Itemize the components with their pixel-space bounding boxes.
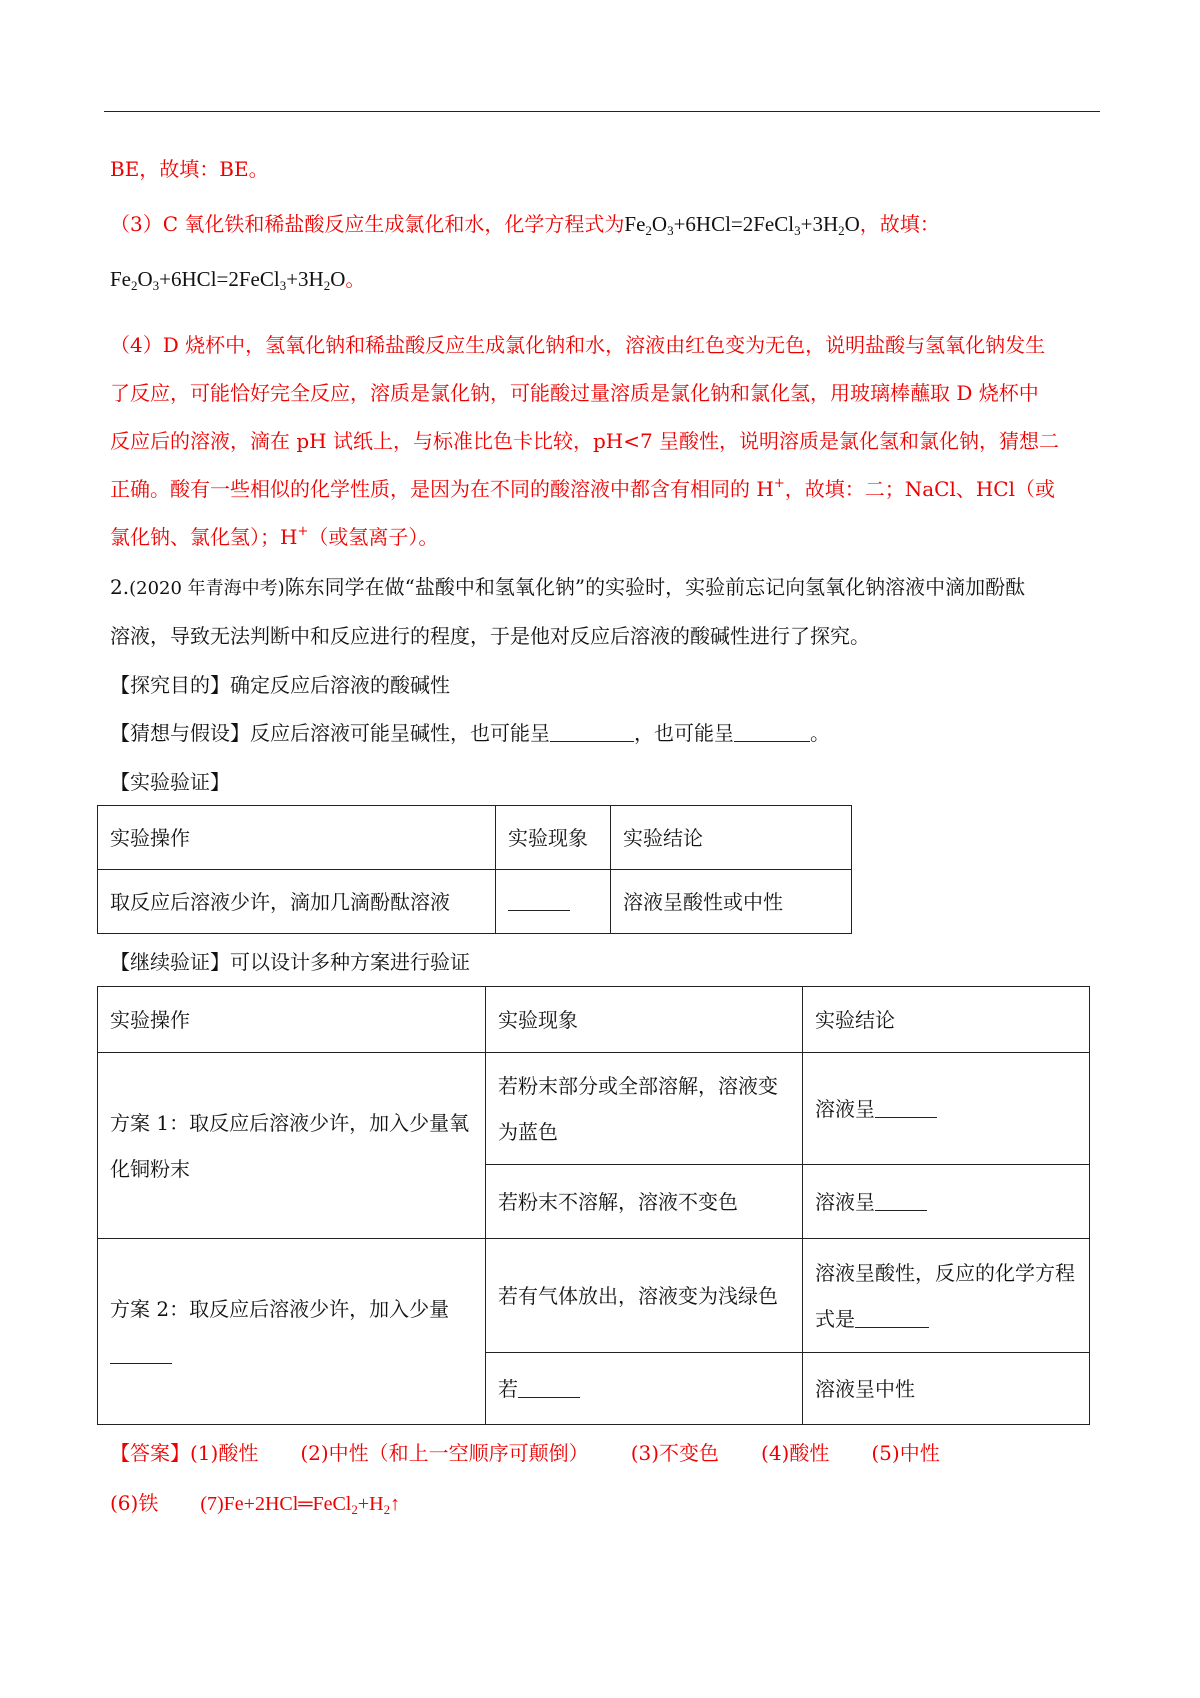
table-header-cell: 实验现象 <box>496 806 611 870</box>
question-text: 陈东同学在做“盐酸中和氢氧化钠”的实验时，实验前忘记向氢氧化钠溶液中滴加酚酞 <box>284 575 1026 599</box>
plan-1-cell: 方案 1：取反应后溶液少许，加入少量氧化铜粉末 <box>98 1053 486 1239</box>
blank-6[interactable] <box>110 1341 172 1364</box>
answer-prev-line-4: （4）D 烧杯中，氢氧化钠和稀盐酸反应生成氯化钠和水，溶液由红色变为无色，说明盐酸与氢氧化钠发生 <box>110 333 1046 357</box>
blank-2[interactable] <box>734 719 810 742</box>
header-rule <box>104 111 1100 112</box>
answer-line-2: (6)铁 $(7)Fe+2HCl═FeCl_2+H_2↑$ <box>110 1491 401 1517</box>
answer-prev-line-8: 氯化钠、氯化氢）；H+（或氢离子）。 <box>110 524 439 549</box>
answer-prev-line-5: 了反应，可能恰好完全反应，溶质是氯化钠，可能酸过量溶质是氯化钠和氯化氢，用玻璃棒蘸取 D 烧杯中 <box>110 381 1039 405</box>
blank-7[interactable] <box>855 1305 929 1328</box>
answer-prev-line-7: 正确。酸有一些相似的化学性质，是因为在不同的酸溶液中都含有相同的 H+，故填：二；NaCl、HCl（或 <box>110 476 1055 501</box>
table-header-cell: 实验结论 <box>803 987 1090 1053</box>
table-cell: 若粉末部分或全部溶解，溶液变为蓝色 <box>486 1053 803 1165</box>
table-header-cell: 实验操作 <box>98 987 486 1053</box>
question-number: 2. <box>110 575 130 599</box>
table-cell: 溶液呈 <box>803 1165 1090 1239</box>
blank-8[interactable] <box>518 1375 580 1398</box>
section-verify-title: 【实验验证】 <box>110 770 230 794</box>
table-cell: 若粉末不溶解，溶液不变色 <box>486 1165 803 1239</box>
question-line-1 <box>110 572 1100 604</box>
blank-3[interactable] <box>508 888 570 911</box>
question-source: (2020 年青海中考) <box>129 578 285 599</box>
plan-2-cell: 方案 2：取反应后溶液少许，加入少量 <box>98 1239 486 1425</box>
answer-line-1: 【答案】(1)酸性 (2)中性（和上一空顺序可颠倒） (3)不变色 (4)酸性 (5)中性 <box>110 1441 940 1465</box>
chemical-equation: $Fe_2O_3+6HCl=2FeCl_3+3H_2O$ <box>110 267 346 293</box>
answer-prev-line-1 <box>110 154 1100 184</box>
table-row <box>98 1239 1090 1353</box>
blank-1[interactable] <box>550 719 634 742</box>
table-row <box>98 870 852 934</box>
table-header-cell: 实验结论 <box>611 806 852 870</box>
table-cell: 溶液呈 <box>803 1053 1090 1165</box>
table-cell: 若有气体放出，溶液变为浅绿色 <box>486 1239 803 1353</box>
answer-prev-text: ，故填： <box>859 212 940 236</box>
table-cell <box>496 870 611 934</box>
answer-prev-line-3 <box>110 264 1100 294</box>
plan-table <box>97 986 1090 1425</box>
answer-prev-line-2 <box>110 209 1100 239</box>
table-header-cell: 实验操作 <box>98 806 496 870</box>
section-hypothesis: 【猜想与假设】反应后溶液可能呈碱性，也可能呈 ，也可能呈 。 <box>110 721 830 745</box>
answer-label: 【答案】 <box>110 1441 190 1465</box>
blank-5[interactable] <box>875 1188 927 1211</box>
table-cell: 取反应后溶液少许，滴加几滴酚酞溶液 <box>98 870 496 934</box>
question-line-2: 溶液，导致无法判断中和反应进行的程度，于是他对反应后溶液的酸碱性进行了探究。 <box>110 624 870 648</box>
chemical-equation: $Fe_2O_3+6HCl=2FeCl_3+3H_2O$ <box>624 212 860 238</box>
verification-table <box>97 805 852 934</box>
section-purpose: 【探究目的】确定反应后溶液的酸碱性 <box>110 673 450 697</box>
blank-4[interactable] <box>875 1095 937 1118</box>
table-header-row <box>98 806 852 870</box>
table-cell: 溶液呈中性 <box>803 1353 1090 1425</box>
table-cell: 溶液呈酸性或中性 <box>611 870 852 934</box>
answer-prev-line-6: 反应后的溶液，滴在 pH 试纸上，与标准比色卡比较，pH<7 呈酸性，说明溶质是氯化氢和氯化钠，猜想二 <box>110 429 1060 453</box>
answer-prev-text: （3）C 氧化铁和稀盐酸反应生成氯化和水，化学方程式为 <box>110 212 625 236</box>
table-cell: 溶液呈酸性，反应的化学方程式是 <box>803 1239 1090 1353</box>
answer-prev-text: BE，故填：BE。 <box>110 157 269 181</box>
section-continue-title: 【继续验证】可以设计多种方案进行验证 <box>110 950 470 974</box>
table-header-row <box>98 987 1090 1053</box>
table-cell: 若 <box>486 1353 803 1425</box>
table-header-cell: 实验现象 <box>486 987 803 1053</box>
table-row <box>98 1053 1090 1165</box>
answer-prev-text: 。 <box>345 267 366 291</box>
